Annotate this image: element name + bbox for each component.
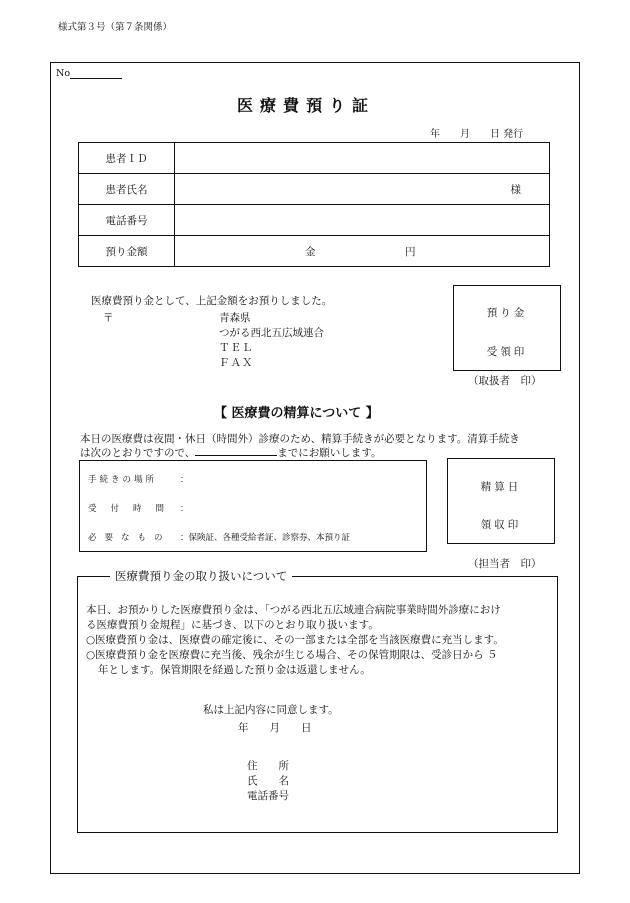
- deadline-field[interactable]: [195, 455, 277, 456]
- table-row: [79, 205, 550, 236]
- stamp-caption: （取扱者 印）: [468, 375, 542, 387]
- stamp-label: 領収印: [480, 519, 522, 531]
- patient-id-field[interactable]: [175, 143, 550, 174]
- patient-name-field[interactable]: [175, 174, 550, 205]
- tel-label: ＴＥＬ: [219, 342, 254, 354]
- place-value: ：: [180, 475, 189, 485]
- settlement-text: 本日の医療費は夜間・休日（時間外）診療のため、精算手続きが必要となります。清算手続き: [80, 433, 520, 445]
- serial-number-label: No: [56, 68, 71, 79]
- needs-label: 必要なもの: [88, 533, 171, 543]
- table-row: [79, 143, 550, 174]
- procedure-row: [88, 531, 350, 543]
- deposit-amount-label: 預り金額: [79, 236, 175, 267]
- settlement-stamp-box: [447, 458, 555, 544]
- stamp-caption: （担当者 印）: [468, 558, 542, 570]
- address-label: 住 所: [247, 760, 289, 772]
- procedure-row: [88, 473, 189, 485]
- deposit-amount-field[interactable]: [175, 236, 550, 267]
- postal-mark: 〒: [103, 312, 114, 324]
- handling-text: ○医療費預り金を医療費に充当後、残余が生じる場合、その保管期限は、受診日から ５: [86, 649, 498, 661]
- settlement-heading: 【 医療費の精算について 】: [214, 406, 379, 421]
- kin-label: 金: [305, 246, 316, 258]
- deposit-receipt-stamp-box: [453, 285, 561, 371]
- place-label: 手続きの場所: [88, 475, 158, 485]
- time-value: ：: [180, 504, 189, 514]
- document-title: 医療費預り証: [237, 96, 376, 115]
- stamp-label: 受領印: [486, 346, 528, 358]
- needs-value: ：保険証、各種受給者証、診察券、本預り証: [180, 533, 351, 543]
- patient-name-label: 患者氏名: [79, 174, 175, 205]
- table-row: [79, 236, 550, 267]
- patient-info-table: [78, 142, 550, 267]
- serial-number-field[interactable]: [70, 78, 122, 79]
- phone-label: 電話番号: [79, 205, 175, 236]
- handling-text: 年とします。保管期限を経過した預り金は返還しません。: [98, 664, 371, 676]
- phone-label: 電話番号: [247, 790, 289, 802]
- form-number: 様式第３号（第７条関係）: [58, 22, 173, 33]
- issue-date: 年 月 日 発行: [430, 129, 524, 140]
- organization-name: つがる西北五広域連合: [219, 327, 324, 339]
- procedure-box: [79, 460, 427, 552]
- table-row: [79, 174, 550, 205]
- name-label: 氏 名: [247, 775, 289, 787]
- handling-text: る医療費預り金規程」に基づき、以下のとおり取り扱います。: [86, 619, 379, 631]
- handling-text: 本日、お預かりした医療費預り金は、「つがる西北五広域連合病院事業時間外診療におけ: [86, 604, 501, 616]
- settlement-text-post: までにお願いします。: [277, 447, 382, 459]
- procedure-row: [88, 502, 189, 514]
- patient-id-label: 患者ＩＤ: [79, 143, 175, 174]
- consent-statement: 私は上記内容に同意します。: [203, 704, 339, 716]
- settlement-text: [80, 445, 381, 460]
- stamp-label: 精算日: [480, 481, 522, 493]
- settlement-text-pre: は次のとおりですので、: [80, 447, 196, 459]
- time-label: 受付時間: [88, 504, 179, 514]
- handling-text: ○医療費預り金は、医療費の確定後に、その一部または全部を当該医療費に充当します。: [86, 634, 504, 646]
- prefecture: 青森県: [219, 312, 251, 324]
- fax-label: ＦＡＸ: [219, 357, 254, 369]
- phone-field[interactable]: [175, 205, 550, 236]
- consent-date: 年 月 日: [238, 722, 312, 734]
- handling-title: 医療費預り金の取り扱いについて: [110, 568, 292, 584]
- honorific-label: 様: [510, 183, 521, 196]
- yen-label: 円: [405, 246, 416, 258]
- receipt-statement: 医療費預り金として、上記金額をお預りしました。: [91, 295, 333, 307]
- stamp-label: 預り金: [486, 307, 528, 319]
